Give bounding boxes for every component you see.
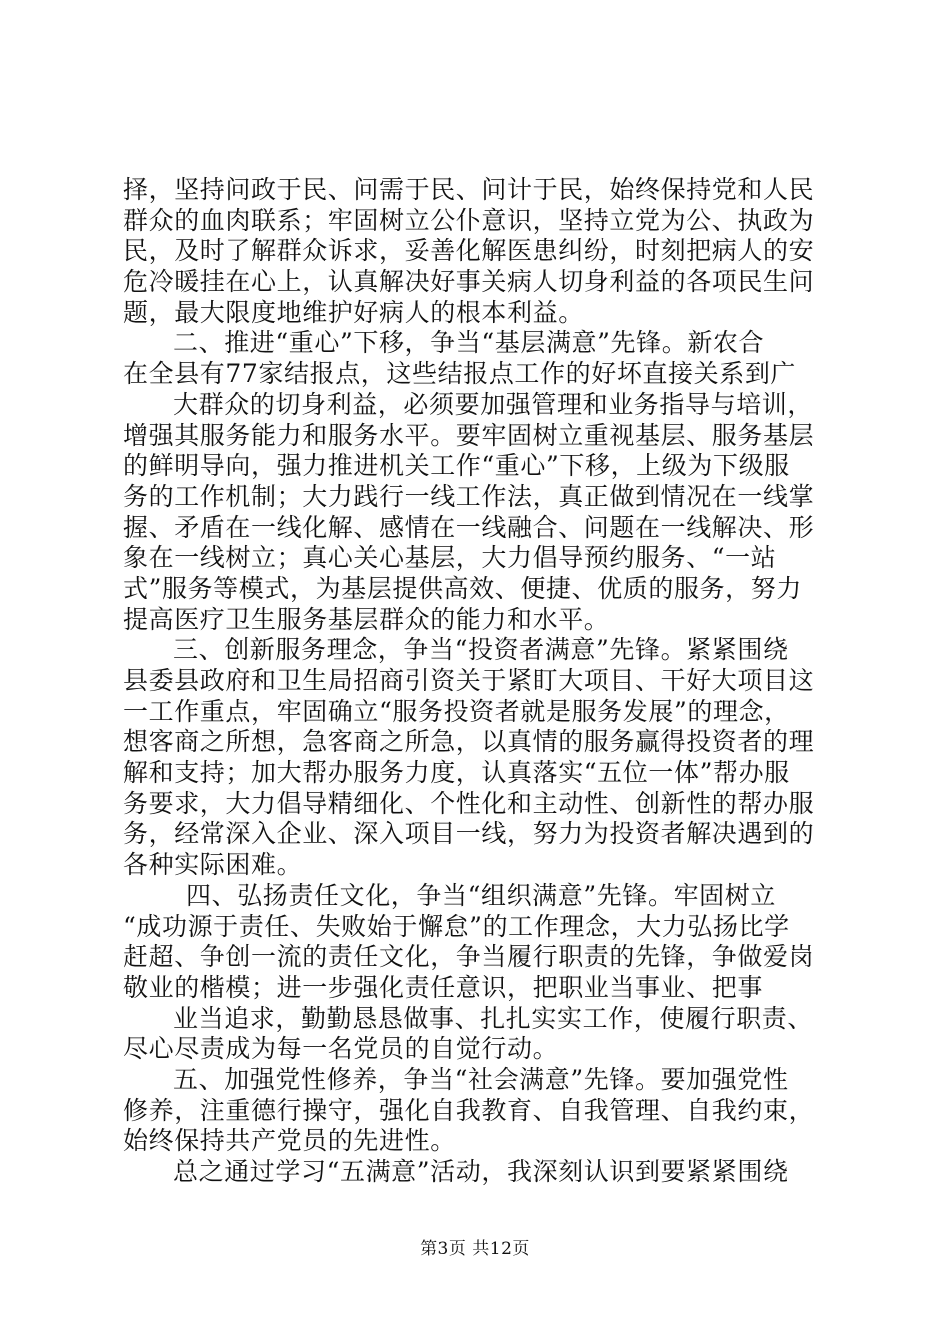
text-line: 五、加强党性修养，争当“社会满意”先锋。要加强党性	[173, 1065, 789, 1094]
text-line: 解和支持；加大帮办服务力度，认真落实“五位一体”帮办服	[123, 758, 790, 787]
text-line: 敬业的楷模；进一步强化责任意识，把职业当事业、把事	[123, 973, 764, 1002]
text-line: 各种实际困难。	[123, 850, 303, 879]
text-line: 四、弘扬责任文化，争当“组织满意”先锋。牢固树立	[186, 881, 776, 910]
text-line: 的鲜明导向，强力推进机关工作“重心”下移，上级为下级服	[123, 451, 790, 480]
text-line: 提高医疗卫生服务基层群众的能力和水平。	[123, 605, 610, 634]
text-line: 增强其服务能力和服务水平。要牢固树立重视基层、服务基层	[123, 421, 815, 450]
text-line: 总之通过学习“五满意”活动，我深刻认识到要紧紧围绕	[173, 1157, 789, 1186]
text-line: 题，最大限度地维护好病人的根本利益。	[123, 298, 584, 327]
text-line: 县委县政府和卫生局招商引资关于紧盯大项目、干好大项目这	[123, 666, 815, 695]
text-line: 业当追求，勤勤恳恳做事、扎扎实实工作，使履行职责、	[173, 1004, 814, 1033]
text-line: 务的工作机制；大力践行一线工作法，真正做到情况在一线掌	[123, 482, 815, 511]
text-line: 赶超、争创一流的责任文化，争当履行职责的先锋，争做爱岗	[123, 942, 815, 971]
page-number-footer: 第3页 共12页	[420, 1239, 530, 1259]
text-line: 握、矛盾在一线化解、感情在一线融合、问题在一线解决、形	[123, 513, 815, 542]
text-line: 民，及时了解群众诉求，妥善化解医患纠纷，时刻把病人的安	[123, 236, 815, 265]
text-line: 一工作重点，牢固确立“服务投资者就是服务发展”的理念，	[123, 697, 790, 726]
text-line: “成功源于责任、失败始于懈怠”的工作理念，大力弘扬比学	[123, 912, 790, 941]
text-line: 危冷暖挂在心上，认真解决好事关病人切身利益的各项民生问	[123, 267, 815, 296]
text-line: 象在一线树立；真心关心基层，大力倡导预约服务、“一站	[123, 543, 777, 572]
text-line: 务，经常深入企业、深入项目一线，努力为投资者解决遇到的	[123, 819, 815, 848]
text-line: 大群众的切身利益，必须要加强管理和业务指导与培训，	[173, 390, 814, 419]
text-line: 尽心尽责成为每一名党员的自觉行动。	[123, 1034, 559, 1063]
text-line: 修养，注重德行操守，强化自我教育、自我管理、自我约束，	[123, 1096, 815, 1125]
text-line: 务要求，大力倡导精细化、个性化和主动性、创新性的帮办服	[123, 789, 815, 818]
text-line: 始终保持共产党员的先进性。	[123, 1126, 456, 1155]
text-line: 择，坚持问政于民、问需于民、问计于民，始终保持党和人民	[123, 175, 815, 204]
text-line: 二、推进“重心”下移，争当“基层满意”先锋。新农合	[173, 328, 765, 357]
text-line: 想客商之所想，急客商之所急，以真情的服务赢得投资者的理	[123, 727, 815, 756]
text-line: 三、创新服务理念，争当“投资者满意”先锋。紧紧围绕	[173, 635, 789, 664]
text-line: 群众的血肉联系；牢固树立公仆意识，坚持立党为公、执政为	[123, 206, 815, 235]
text-line: 式”服务等模式，为基层提供高效、便捷、优质的服务，努力	[123, 574, 802, 603]
text-line: 在全县有77家结报点，这些结报点工作的好坏直接关系到广	[123, 359, 797, 388]
